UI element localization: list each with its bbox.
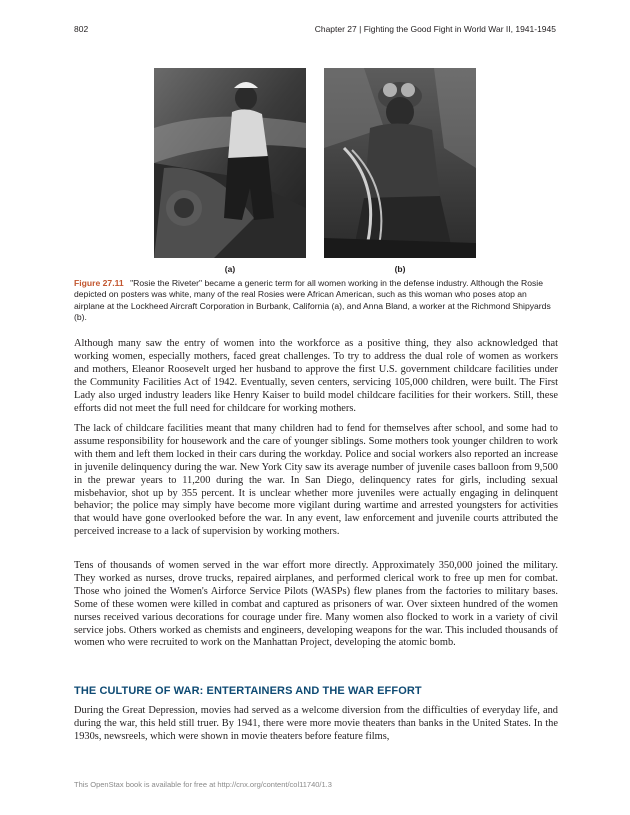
- paragraph-movies: During the Great Depression, movies had served as a welcome diversion from the difficulties of everyday life, and during the war, this held still truer. By 1941, there were more movie theaters than banks in the United States. In the 1930s, newsreels, which were shown in movie theaters before feature films,: [74, 705, 558, 742]
- footer-note: This OpenStax book is available for free at http://cnx.org/content/col11740/1.3: [74, 780, 332, 789]
- photo-rosie-airplane: [154, 68, 306, 258]
- paragraph-women-military: Tens of thousands of women served in the war effort more directly. Approximately 350,000 joined the military. They worked as nurses, drove trucks, repaired airplanes, and performed clerical work to free up men for combat. Those who joined the Women's Airforce Service Pilots (WASPs) flew planes from the factories to military bases. Some of these women were killed in combat and captured as prisoners of war. Over sixteen hundred of the women nurses received various decorations for courage under fire. Many women also flocked to work in a variety of civil service jobs. Others worked as chemists and engineers, developing weapons for the war. This included thousands of women who were recruited to work on the Manhattan Project, developing the atomic bomb.: [74, 560, 558, 649]
- photo-anna-bland: [324, 68, 476, 258]
- figure-caption-label: Figure 27.11: [74, 278, 124, 288]
- figure-caption-text: "Rosie the Riveter" became a generic term for all women working in the defense industry. Although the Rosie depicted on posters was white, many of the real Rosies were African American, such as this woman who poses atop an airplane at the Lockheed Aircraft Corporation in Burbank, California (a), and Anna Bland, a worker at the Richmond Shipyards (b).: [74, 278, 551, 323]
- figure-sublabel-b: (b): [394, 264, 406, 274]
- running-head: Chapter 27 | Fighting the Good Fight in World War II, 1941-1945: [314, 24, 556, 34]
- figure-sublabel-a: (a): [224, 264, 236, 274]
- paragraph-childcare: Although many saw the entry of women into the workforce as a positive thing, they also acknowledged that working women, especially mothers, faced great challenges. To try to address the dual role of women as workers and mothers, Eleanor Roosevelt urged her husband to approve the first U.S. government childcare facilities under the Community Facilities Act of 1942. Eventually, seven centers, servicing 105,000 children, were built. The First Lady also urged industry leaders like Henry Kaiser to build model childcare facilities for their workers. Still, these efforts did not meet the full need for childcare for working mothers.: [74, 338, 558, 414]
- paragraph-juvenile-delinquency: The lack of childcare facilities meant that many children had to fend for themselves after school, and some had to assume responsibility for housework and the care of younger siblings. Some mothers took younger children to work with them and left them locked in their cars during the workday. Police and social workers also reported an increase in juvenile delinquency during the war. New York City saw its average number of juvenile cases balloon from 9,500 in the prewar years to 11,200 during the war. In San Diego, delinquency rates for girls, including sexual misbehavior, shot up by 355 percent. It is unclear whether more juveniles were actually engaging in delinquent behavior; the police may simply have become more vigilant during wartime and arrested youngsters for activities that would have gone overlooked before the war. In any event, law enforcement and juvenile courts attributed the perceived increase to a lack of supervision by working mothers.: [74, 423, 558, 538]
- figure-caption: [74, 278, 558, 324]
- page-number: 802: [74, 24, 89, 34]
- section-heading: THE CULTURE OF WAR: ENTERTAINERS AND THE WAR EFFORT: [74, 685, 422, 697]
